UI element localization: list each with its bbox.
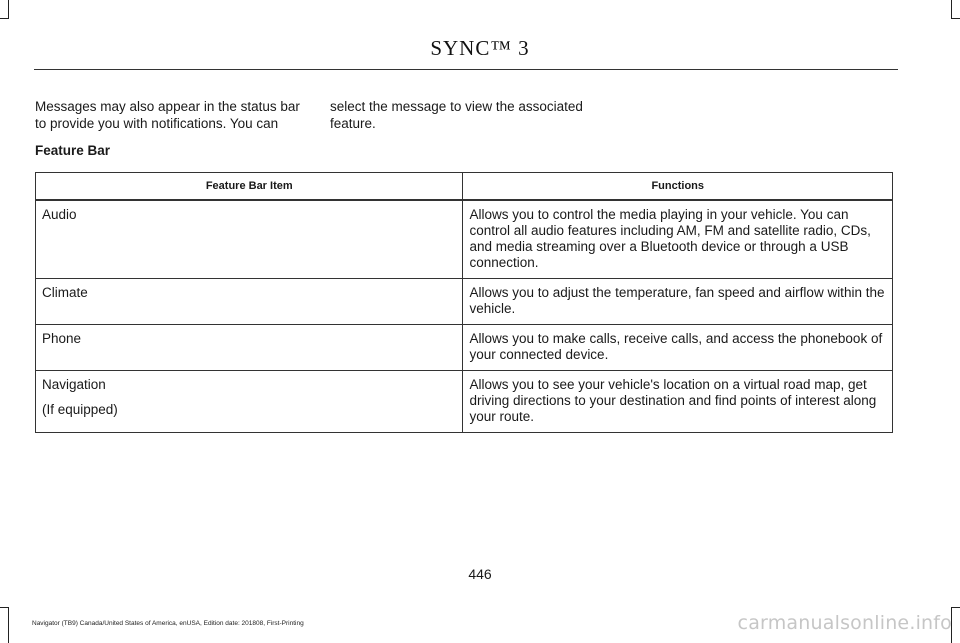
page-title: SYNC™ 3 (430, 36, 530, 60)
page-number: 446 (468, 566, 492, 582)
feature-function-cell: Allows you to control the media playing in your vehicle. You can control all audio features including AM, FM and satellite radio, CDs, and media streaming over a Bluetooth device or through a USB connection. (463, 200, 893, 279)
column-header-feature-bar-item: Feature Bar Item (36, 173, 463, 200)
table-row (36, 200, 893, 279)
footer-edition-info: Navigator (TB9) Canada/United States of America, enUSA, Edition date: 201808, First-Printing (32, 620, 304, 627)
feature-function-cell: Allows you to see your vehicle's location on a virtual road map, get driving directions to your destination and find points of interest along your route. (463, 370, 893, 432)
feature-item-cell (36, 324, 463, 370)
section-heading: Feature Bar (35, 143, 111, 158)
watermark: carmanualsonline.info (737, 612, 952, 634)
feature-item-cell (36, 200, 463, 279)
intro-text-left: Messages may also appear in the status bar to provide you with notifications. You can (35, 99, 300, 131)
feature-item-label: Climate (42, 284, 88, 300)
feature-item-cell (36, 370, 463, 432)
feature-item-note: (If equipped) (42, 401, 118, 417)
table-header-row (36, 173, 893, 200)
crop-mark-bottom-left (8, 607, 9, 643)
table-row (36, 278, 893, 324)
crop-mark-top-left (8, 0, 9, 18)
intro-text-right: select the message to view the associated feature. (330, 99, 583, 131)
crop-mark-top-left (0, 18, 9, 19)
feature-function-cell: Allows you to adjust the temperature, fan speed and airflow within the vehicle. (463, 278, 893, 324)
crop-mark-top-right (951, 18, 960, 19)
crop-mark-top-right (951, 0, 952, 18)
feature-item-label: Navigation (42, 376, 106, 392)
table-row (36, 370, 893, 432)
table-row (36, 324, 893, 370)
feature-item-label: Phone (42, 330, 82, 346)
crop-mark-bottom-right (951, 607, 960, 608)
header-divider (34, 69, 898, 70)
feature-item-label: Audio (42, 206, 77, 222)
feature-bar-table (35, 172, 893, 433)
column-header-functions: Functions (463, 173, 893, 200)
crop-mark-bottom-left (0, 607, 9, 608)
feature-item-cell (36, 278, 463, 324)
feature-function-cell: Allows you to make calls, receive calls, and access the phonebook of your connected device. (463, 324, 893, 370)
